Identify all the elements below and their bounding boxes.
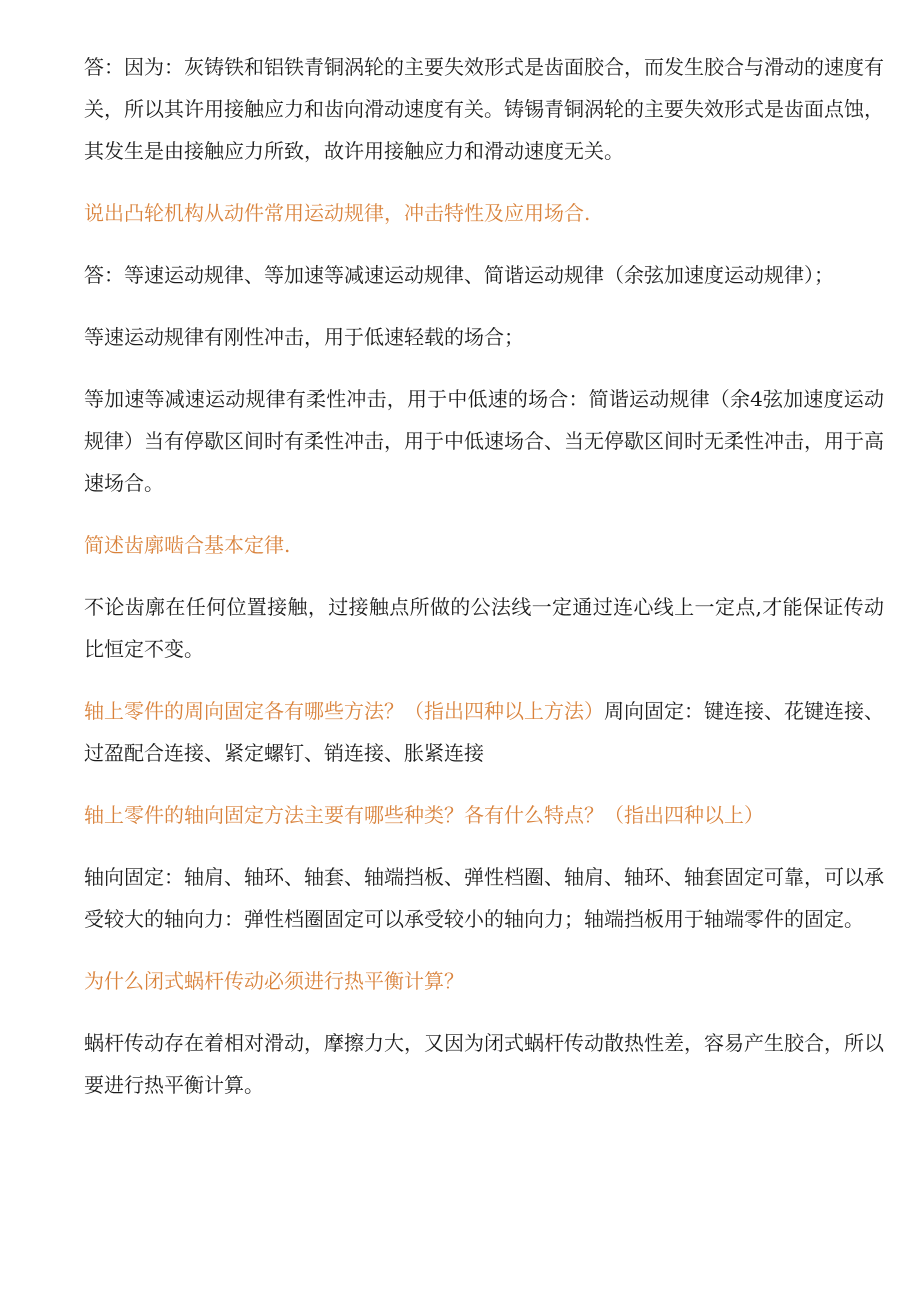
answer-gear-meshing-law: 不论齿廓在任何位置接触，过接触点所做的公法线一定通过连心线上一定点,才能保证传动比恒定不变。 — [84, 595, 884, 661]
question-circumferential-fixing: 轴上零件的周向固定各有哪些方法？（指出四种以上方法） — [84, 699, 604, 723]
answer-constant-velocity: 等速运动规律有刚性冲击，用于低速轻载的场合； — [84, 325, 524, 349]
qa-circumferential-fixing — [84, 690, 884, 774]
question-gear-meshing-law: 简述齿廓啮合基本定律. — [84, 533, 291, 557]
answer-worm-wheel-failure: 答：因为：灰铸铁和铝铁青铜涡轮的主要失效形式是齿面胶合，而发生胶合与滑动的速度有关，所以其许用接触应力和齿向滑动速度有关。铸锡青铜涡轮的主要失效形式是齿面点蚀，其发生是由接触应力所致，故许用接触应力和滑动速度无关。 — [84, 55, 884, 163]
question-cam-motion-laws: 说出凸轮机构从动件常用运动规律，冲击特性及应用场合. — [84, 201, 591, 225]
answer-axial-fixing: 轴向固定：轴肩、轴环、轴套、轴端挡板、弹性档圈、轴肩、轴环、轴套固定可靠，可以承受较大的轴向力：弹性档圈固定可以承受较小的轴向力；轴端挡板用于轴端零件的固定。 — [84, 865, 884, 931]
question-thermal-balance: 为什么闭式蜗杆传动必须进行热平衡计算？ — [84, 969, 464, 993]
answer-cam-motion-laws: 答：等速运动规律、等加速等减速运动规律、简谐运动规律（余弦加速度运动规律）； — [84, 263, 834, 287]
answer-constant-acceleration: 等加速等减速运动规律有柔性冲击，用于中低速的场合：简谐运动规律（余4弦加速度运动规律）当有停歇区间时有柔性冲击，用于中低速场合、当无停歇区间时无柔性冲击，用于高速场合。 — [84, 387, 884, 495]
answer-thermal-balance: 蜗杆传动存在着相对滑动，摩擦力大，又因为闭式蜗杆传动散热性差，容易产生胶合，所以要进行热平衡计算。 — [84, 1031, 884, 1097]
question-axial-fixing: 轴上零件的轴向固定方法主要有哪些种类？各有什么特点？（指出四种以上） — [84, 803, 764, 827]
answer-circumferential-fixing: 周向固定：键连接、花键连接、过盈配合连接、紧定螺钉、销连接、胀紧连接 — [84, 699, 884, 765]
